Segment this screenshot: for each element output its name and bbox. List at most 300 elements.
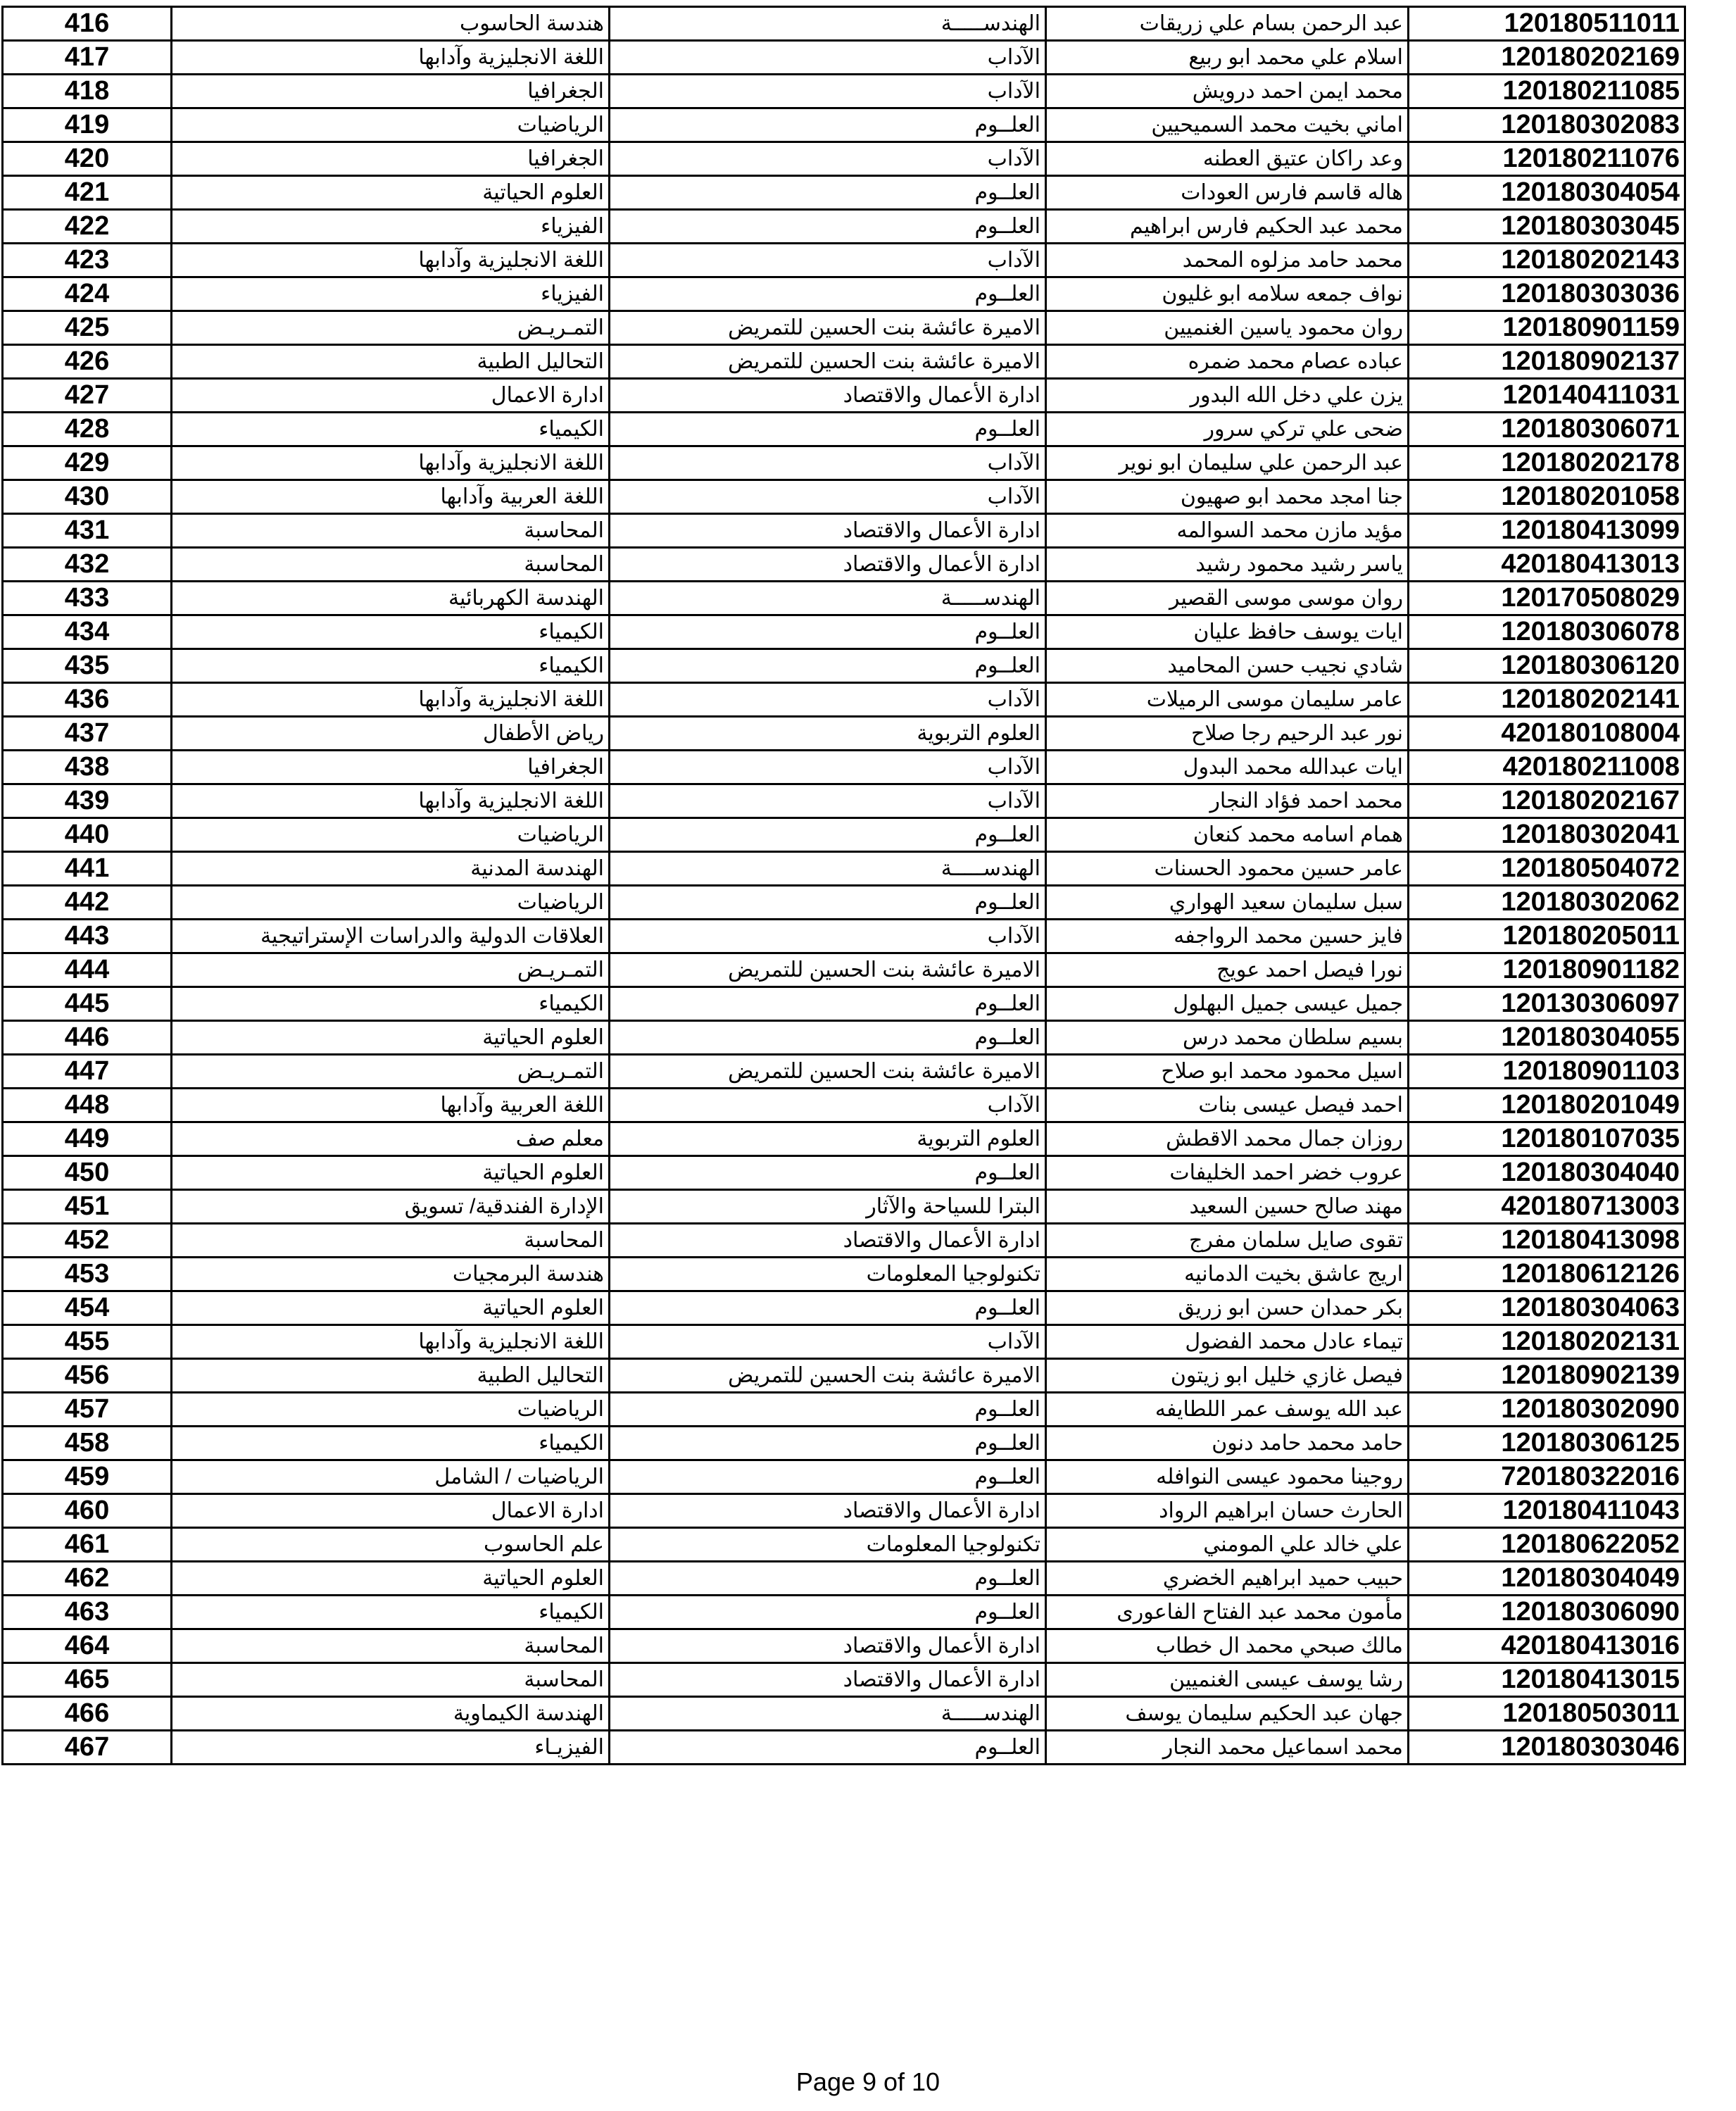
faculty-cell: ادارة الأعمال والاقتصاد	[610, 1663, 1046, 1697]
table-row	[3, 7, 1685, 41]
student-name-cell: محمد اسماعيل محمد النجار	[1046, 1731, 1409, 1765]
student-name-cell: روجينا محمود عيسى النوافله	[1046, 1460, 1409, 1494]
student-name-cell: يزن علي دخل الله البدور	[1046, 379, 1409, 413]
student-name-cell: مالك صبحي محمد ال خطاب	[1046, 1629, 1409, 1663]
row-number-cell: 439	[3, 784, 172, 818]
student-id-cell: 420180413016	[1409, 1629, 1685, 1663]
faculty-cell: ادارة الأعمال والاقتصاد	[610, 514, 1046, 548]
table-row	[3, 41, 1685, 75]
student-id-cell: 120180211076	[1409, 142, 1685, 176]
faculty-cell: العلــوم	[610, 1596, 1046, 1629]
row-number-cell: 459	[3, 1460, 172, 1494]
student-id-cell: 120180306090	[1409, 1596, 1685, 1629]
student-id-cell: 120180413099	[1409, 514, 1685, 548]
faculty-cell: الاميرة عائشة بنت الحسين للتمريض	[610, 345, 1046, 379]
student-name-cell: سبل سليمان سعيد الهواري	[1046, 886, 1409, 920]
faculty-cell: العلــوم	[610, 1291, 1046, 1325]
student-id-cell: 120180202141	[1409, 683, 1685, 717]
faculty-cell: تكنولوجيا المعلومات	[610, 1258, 1046, 1291]
student-name-cell: ياسر رشيد محمود رشيد	[1046, 548, 1409, 582]
student-id-cell: 120180622052	[1409, 1528, 1685, 1562]
row-number-cell: 420	[3, 142, 172, 176]
student-id-cell: 120180306125	[1409, 1427, 1685, 1460]
major-cell: اللغة الانجليزية وآدابها	[172, 1325, 610, 1359]
major-cell: العلوم الحياتية	[172, 176, 610, 210]
row-number-cell: 450	[3, 1156, 172, 1190]
student-name-cell: عباده عصام محمد ضمره	[1046, 345, 1409, 379]
student-id-cell: 120180302062	[1409, 886, 1685, 920]
row-number-cell: 458	[3, 1427, 172, 1460]
major-cell: ادارة الاعمال	[172, 1494, 610, 1528]
student-name-cell: عامر سليمان موسى الرميلات	[1046, 683, 1409, 717]
student-name-cell: مهند صالح حسين السعيد	[1046, 1190, 1409, 1224]
major-cell: الجغرافيا	[172, 751, 610, 784]
student-id-cell: 120180504072	[1409, 852, 1685, 886]
student-id-cell: 120140411031	[1409, 379, 1685, 413]
student-name-cell: اماني بخيت محمد السميحيين	[1046, 108, 1409, 142]
student-name-cell: احمد فيصل عيسى بنات	[1046, 1089, 1409, 1122]
row-number-cell: 417	[3, 41, 172, 75]
faculty-cell: العلوم التربوية	[610, 1122, 1046, 1156]
row-number-cell: 423	[3, 244, 172, 277]
faculty-cell: الآداب	[610, 142, 1046, 176]
row-number-cell: 452	[3, 1224, 172, 1258]
student-name-cell: نورا فيصل احمد عويج	[1046, 953, 1409, 987]
row-number-cell: 443	[3, 920, 172, 953]
table-row	[3, 1156, 1685, 1190]
student-id-cell: 120180306071	[1409, 413, 1685, 446]
row-number-cell: 442	[3, 886, 172, 920]
table-row	[3, 1055, 1685, 1089]
student-id-cell: 120180302083	[1409, 108, 1685, 142]
faculty-cell: الهندســـــة	[610, 7, 1046, 41]
major-cell: الرياضيات	[172, 108, 610, 142]
faculty-cell: الاميرة عائشة بنت الحسين للتمريض	[610, 311, 1046, 345]
row-number-cell: 438	[3, 751, 172, 784]
row-number-cell: 426	[3, 345, 172, 379]
student-id-cell: 120180303045	[1409, 210, 1685, 244]
major-cell: الرياضيات	[172, 1393, 610, 1427]
table-row	[3, 1731, 1685, 1765]
row-number-cell: 435	[3, 649, 172, 683]
student-name-cell: جنا امجد محمد ابو صهيون	[1046, 480, 1409, 514]
table-row	[3, 649, 1685, 683]
table-row	[3, 1089, 1685, 1122]
major-cell: الهندسة الكيماوية	[172, 1697, 610, 1731]
student-id-cell: 120180306120	[1409, 649, 1685, 683]
major-cell: علم الحاسوب	[172, 1528, 610, 1562]
faculty-cell: العلــوم	[610, 886, 1046, 920]
row-number-cell: 425	[3, 311, 172, 345]
row-number-cell: 454	[3, 1291, 172, 1325]
student-name-cell: هاله قاسم فارس العودات	[1046, 176, 1409, 210]
student-id-cell: 120180302041	[1409, 818, 1685, 852]
major-cell: اللغة الانجليزية وآدابها	[172, 41, 610, 75]
student-id-cell: 120180901182	[1409, 953, 1685, 987]
table-row	[3, 1224, 1685, 1258]
faculty-cell: العلــوم	[610, 277, 1046, 311]
table-row	[3, 1359, 1685, 1393]
table-row	[3, 1596, 1685, 1629]
student-name-cell: نواف جمعه سلامه ابو غليون	[1046, 277, 1409, 311]
major-cell: المحاسبة	[172, 514, 610, 548]
student-name-cell: ضحى علي تركي سرور	[1046, 413, 1409, 446]
major-cell: الفيزياء	[172, 277, 610, 311]
student-id-cell: 720180322016	[1409, 1460, 1685, 1494]
major-cell: الكيمياء	[172, 615, 610, 649]
row-number-cell: 422	[3, 210, 172, 244]
student-id-cell: 120180202169	[1409, 41, 1685, 75]
faculty-cell: ادارة الأعمال والاقتصاد	[610, 548, 1046, 582]
student-name-cell: همام اسامه محمد كنعان	[1046, 818, 1409, 852]
table-row	[3, 717, 1685, 751]
row-number-cell: 444	[3, 953, 172, 987]
row-number-cell: 462	[3, 1562, 172, 1596]
row-number-cell: 416	[3, 7, 172, 41]
table-row	[3, 480, 1685, 514]
table-row	[3, 1427, 1685, 1460]
table-row	[3, 1021, 1685, 1055]
table-row	[3, 1663, 1685, 1697]
student-id-cell: 120180201049	[1409, 1089, 1685, 1122]
table-row	[3, 1528, 1685, 1562]
student-id-cell: 120180211085	[1409, 75, 1685, 108]
major-cell: المحاسبة	[172, 1663, 610, 1697]
row-number-cell: 455	[3, 1325, 172, 1359]
major-cell: التحاليل الطبية	[172, 345, 610, 379]
table-row	[3, 514, 1685, 548]
major-cell: العلوم الحياتية	[172, 1291, 610, 1325]
student-id-cell: 120180107035	[1409, 1122, 1685, 1156]
faculty-cell: الآداب	[610, 920, 1046, 953]
row-number-cell: 440	[3, 818, 172, 852]
student-name-cell: اسيل محمود محمد ابو صلاح	[1046, 1055, 1409, 1089]
table-row	[3, 108, 1685, 142]
faculty-cell: الآداب	[610, 480, 1046, 514]
row-number-cell: 437	[3, 717, 172, 751]
student-id-cell: 120180202131	[1409, 1325, 1685, 1359]
student-id-cell: 120180503011	[1409, 1697, 1685, 1731]
faculty-cell: الهندســـــة	[610, 582, 1046, 615]
row-number-cell: 448	[3, 1089, 172, 1122]
student-id-cell: 120180201058	[1409, 480, 1685, 514]
row-number-cell: 463	[3, 1596, 172, 1629]
student-id-cell: 120130306097	[1409, 987, 1685, 1021]
student-id-cell: 120180304049	[1409, 1562, 1685, 1596]
major-cell: اللغة الانجليزية وآدابها	[172, 784, 610, 818]
table-row	[3, 818, 1685, 852]
row-number-cell: 465	[3, 1663, 172, 1697]
student-name-cell: عروب خضر احمد الخليفات	[1046, 1156, 1409, 1190]
major-cell: رياض الأطفال	[172, 717, 610, 751]
student-name-cell: مؤيد مازن محمد السوالمه	[1046, 514, 1409, 548]
student-name-cell: محمد احمد فؤاد النجار	[1046, 784, 1409, 818]
table-row	[3, 210, 1685, 244]
student-id-cell: 120180205011	[1409, 920, 1685, 953]
table-row	[3, 142, 1685, 176]
student-id-cell: 120180306078	[1409, 615, 1685, 649]
faculty-cell: العلــوم	[610, 1021, 1046, 1055]
row-number-cell: 428	[3, 413, 172, 446]
major-cell: المحاسبة	[172, 548, 610, 582]
table-row	[3, 615, 1685, 649]
major-cell: الرياضيات	[172, 886, 610, 920]
student-name-cell: اريج عاشق بخيت الدمانيه	[1046, 1258, 1409, 1291]
student-name-cell: روان موسى موسى القصير	[1046, 582, 1409, 615]
table-row	[3, 176, 1685, 210]
student-name-cell: تقوى صايل سلمان مفرج	[1046, 1224, 1409, 1258]
student-name-cell: فيصل غازي خليل ابو زيتون	[1046, 1359, 1409, 1393]
faculty-cell: العلــوم	[610, 210, 1046, 244]
student-id-cell: 120180413098	[1409, 1224, 1685, 1258]
faculty-cell: الآداب	[610, 1325, 1046, 1359]
table-row	[3, 1291, 1685, 1325]
student-name-cell: فايز حسين محمد الرواجفه	[1046, 920, 1409, 953]
faculty-cell: الآداب	[610, 784, 1046, 818]
student-id-cell: 120180511011	[1409, 7, 1685, 41]
table-row	[3, 751, 1685, 784]
student-name-cell: شادي نجيب حسن المحاميد	[1046, 649, 1409, 683]
major-cell: التمـريـض	[172, 311, 610, 345]
faculty-cell: العلــوم	[610, 1562, 1046, 1596]
student-id-cell: 120180901159	[1409, 311, 1685, 345]
faculty-cell: العلوم التربوية	[610, 717, 1046, 751]
student-id-cell: 120180304040	[1409, 1156, 1685, 1190]
major-cell: اللغة الانجليزية وآدابها	[172, 244, 610, 277]
faculty-cell: العلــوم	[610, 818, 1046, 852]
table-row	[3, 1697, 1685, 1731]
student-id-cell: 120180612126	[1409, 1258, 1685, 1291]
faculty-cell: العلــوم	[610, 108, 1046, 142]
student-name-cell: ايات عبدالله محمد البدول	[1046, 751, 1409, 784]
major-cell: ادارة الاعمال	[172, 379, 610, 413]
faculty-cell: ادارة الأعمال والاقتصاد	[610, 1494, 1046, 1528]
table-row	[3, 1122, 1685, 1156]
table-row	[3, 446, 1685, 480]
student-name-cell: تيماء عادل محمد الفضول	[1046, 1325, 1409, 1359]
student-id-cell: 120180304063	[1409, 1291, 1685, 1325]
row-number-cell: 436	[3, 683, 172, 717]
table-row	[3, 1562, 1685, 1596]
student-name-cell: رشا يوسف عيسى الغنميين	[1046, 1663, 1409, 1697]
table-row	[3, 379, 1685, 413]
students-table	[1, 6, 1686, 1765]
table-row	[3, 1629, 1685, 1663]
major-cell: الرياضيات / الشامل	[172, 1460, 610, 1494]
table-body	[3, 7, 1685, 1765]
student-id-cell: 120180304054	[1409, 176, 1685, 210]
row-number-cell: 441	[3, 852, 172, 886]
row-number-cell: 421	[3, 176, 172, 210]
table-row	[3, 1494, 1685, 1528]
student-name-cell: حامد محمد حامد دنون	[1046, 1427, 1409, 1460]
faculty-cell: الآداب	[610, 1089, 1046, 1122]
table-row	[3, 1190, 1685, 1224]
student-id-cell: 120180202143	[1409, 244, 1685, 277]
student-name-cell: جهان عبد الحكيم سليمان يوسف	[1046, 1697, 1409, 1731]
student-id-cell: 120180304055	[1409, 1021, 1685, 1055]
major-cell: الكيمياء	[172, 649, 610, 683]
row-number-cell: 434	[3, 615, 172, 649]
faculty-cell: العلــوم	[610, 1427, 1046, 1460]
faculty-cell: الهندســـــة	[610, 852, 1046, 886]
student-id-cell: 420180211008	[1409, 751, 1685, 784]
row-number-cell: 433	[3, 582, 172, 615]
student-id-cell: 120180413015	[1409, 1663, 1685, 1697]
student-name-cell: عبد الرحمن علي سليمان ابو نوير	[1046, 446, 1409, 480]
student-name-cell: علي خالد علي المومني	[1046, 1528, 1409, 1562]
student-name-cell: بسيم سلطان محمد درس	[1046, 1021, 1409, 1055]
faculty-cell: الآداب	[610, 244, 1046, 277]
row-number-cell: 430	[3, 480, 172, 514]
faculty-cell: العلــوم	[610, 1156, 1046, 1190]
major-cell: المحاسبة	[172, 1629, 610, 1663]
major-cell: العلوم الحياتية	[172, 1021, 610, 1055]
faculty-cell: تكنولوجيا المعلومات	[610, 1528, 1046, 1562]
faculty-cell: العلــوم	[610, 615, 1046, 649]
faculty-cell: الهندســـــة	[610, 1697, 1046, 1731]
table-row	[3, 683, 1685, 717]
row-number-cell: 419	[3, 108, 172, 142]
major-cell: اللغة العربية وآدابها	[172, 1089, 610, 1122]
faculty-cell: الاميرة عائشة بنت الحسين للتمريض	[610, 953, 1046, 987]
row-number-cell: 429	[3, 446, 172, 480]
major-cell: الكيمياء	[172, 413, 610, 446]
student-id-cell: 120180901103	[1409, 1055, 1685, 1089]
faculty-cell: العلــوم	[610, 1460, 1046, 1494]
major-cell: المحاسبة	[172, 1224, 610, 1258]
student-id-cell: 120180202178	[1409, 446, 1685, 480]
faculty-cell: العلــوم	[610, 1393, 1046, 1427]
table-row	[3, 75, 1685, 108]
major-cell: هندسة البرمجيات	[172, 1258, 610, 1291]
table-row	[3, 345, 1685, 379]
major-cell: الكيمياء	[172, 987, 610, 1021]
faculty-cell: الآداب	[610, 446, 1046, 480]
student-name-cell: عبد الله يوسف عمر اللطايفه	[1046, 1393, 1409, 1427]
major-cell: الهندسة الكهربائية	[172, 582, 610, 615]
row-number-cell: 431	[3, 514, 172, 548]
faculty-cell: الآداب	[610, 683, 1046, 717]
faculty-cell: العلــوم	[610, 649, 1046, 683]
major-cell: التمـريـض	[172, 1055, 610, 1089]
major-cell: الفيزيـاء	[172, 1731, 610, 1765]
student-name-cell: جميل عيسى جميل البهلول	[1046, 987, 1409, 1021]
student-name-cell: عبد الرحمن بسام علي زريقات	[1046, 7, 1409, 41]
row-number-cell: 447	[3, 1055, 172, 1089]
row-number-cell: 453	[3, 1258, 172, 1291]
student-id-cell: 120180303036	[1409, 277, 1685, 311]
table-row	[3, 311, 1685, 345]
major-cell: العلاقات الدولية والدراسات الإستراتيجية	[172, 920, 610, 953]
faculty-cell: البترا للسياحة والآثار	[610, 1190, 1046, 1224]
row-number-cell: 451	[3, 1190, 172, 1224]
faculty-cell: الاميرة عائشة بنت الحسين للتمريض	[610, 1055, 1046, 1089]
row-number-cell: 464	[3, 1629, 172, 1663]
major-cell: الكيمياء	[172, 1596, 610, 1629]
major-cell: الجغرافيا	[172, 142, 610, 176]
table-row	[3, 920, 1685, 953]
major-cell: اللغة الانجليزية وآدابها	[172, 446, 610, 480]
table-row	[3, 1325, 1685, 1359]
major-cell: الكيمياء	[172, 1427, 610, 1460]
student-name-cell: روان محمود ياسين الغنميين	[1046, 311, 1409, 345]
student-id-cell: 120180302090	[1409, 1393, 1685, 1427]
row-number-cell: 432	[3, 548, 172, 582]
table-row	[3, 1258, 1685, 1291]
student-name-cell: حبيب حميد ابراهيم الخضري	[1046, 1562, 1409, 1596]
table-row	[3, 852, 1685, 886]
row-number-cell: 446	[3, 1021, 172, 1055]
student-id-cell: 120180902137	[1409, 345, 1685, 379]
major-cell: معلم صف	[172, 1122, 610, 1156]
student-id-cell: 120180202167	[1409, 784, 1685, 818]
row-number-cell: 457	[3, 1393, 172, 1427]
faculty-cell: ادارة الأعمال والاقتصاد	[610, 379, 1046, 413]
table-row	[3, 413, 1685, 446]
student-name-cell: ايات يوسف حافظ عليان	[1046, 615, 1409, 649]
major-cell: هندسة الحاسوب	[172, 7, 610, 41]
major-cell: الجغرافيا	[172, 75, 610, 108]
faculty-cell: الآداب	[610, 41, 1046, 75]
student-name-cell: اسلام علي محمد ابو ربيع	[1046, 41, 1409, 75]
student-name-cell: روزان جمال محمد الاقطش	[1046, 1122, 1409, 1156]
student-name-cell: محمد ايمن احمد درويش	[1046, 75, 1409, 108]
major-cell: العلوم الحياتية	[172, 1562, 610, 1596]
faculty-cell: الآداب	[610, 75, 1046, 108]
table-row	[3, 1393, 1685, 1427]
table-row	[3, 1460, 1685, 1494]
faculty-cell: الآداب	[610, 751, 1046, 784]
row-number-cell: 424	[3, 277, 172, 311]
student-name-cell: الحارث حسان ابراهيم الرواد	[1046, 1494, 1409, 1528]
table-row	[3, 953, 1685, 987]
major-cell: الفيزياء	[172, 210, 610, 244]
major-cell: العلوم الحياتية	[172, 1156, 610, 1190]
student-name-cell: بكر حمدان حسن ابو زريق	[1046, 1291, 1409, 1325]
student-id-cell: 420180108004	[1409, 717, 1685, 751]
student-id-cell: 120180902139	[1409, 1359, 1685, 1393]
student-id-cell: 420180713003	[1409, 1190, 1685, 1224]
student-name-cell: محمد حامد مزلوه المحمد	[1046, 244, 1409, 277]
major-cell: التمـريـض	[172, 953, 610, 987]
student-id-cell: 120180411043	[1409, 1494, 1685, 1528]
row-number-cell: 427	[3, 379, 172, 413]
table-row	[3, 886, 1685, 920]
student-name-cell: مأمون محمد عبد الفتاح الفاعورى	[1046, 1596, 1409, 1629]
major-cell: الإدارة الفندقية/ تسويق	[172, 1190, 610, 1224]
table-row	[3, 277, 1685, 311]
faculty-cell: العلــوم	[610, 987, 1046, 1021]
row-number-cell: 461	[3, 1528, 172, 1562]
student-id-cell: 120180303046	[1409, 1731, 1685, 1765]
student-name-cell: محمد عبد الحكيم فارس ابراهيم	[1046, 210, 1409, 244]
student-name-cell: عامر حسين محمود الحسنات	[1046, 852, 1409, 886]
faculty-cell: ادارة الأعمال والاقتصاد	[610, 1224, 1046, 1258]
row-number-cell: 445	[3, 987, 172, 1021]
faculty-cell: العلــوم	[610, 413, 1046, 446]
major-cell: اللغة الانجليزية وآدابها	[172, 683, 610, 717]
student-id-cell: 120170508029	[1409, 582, 1685, 615]
faculty-cell: الاميرة عائشة بنت الحسين للتمريض	[610, 1359, 1046, 1393]
faculty-cell: العلــوم	[610, 1731, 1046, 1765]
page-footer: Page 9 of 10	[795, 2067, 941, 2096]
table-row	[3, 582, 1685, 615]
major-cell: اللغة العربية وآدابها	[172, 480, 610, 514]
student-name-cell: وعد راكان عتيق العطنه	[1046, 142, 1409, 176]
faculty-cell: ادارة الأعمال والاقتصاد	[610, 1629, 1046, 1663]
major-cell: الرياضيات	[172, 818, 610, 852]
